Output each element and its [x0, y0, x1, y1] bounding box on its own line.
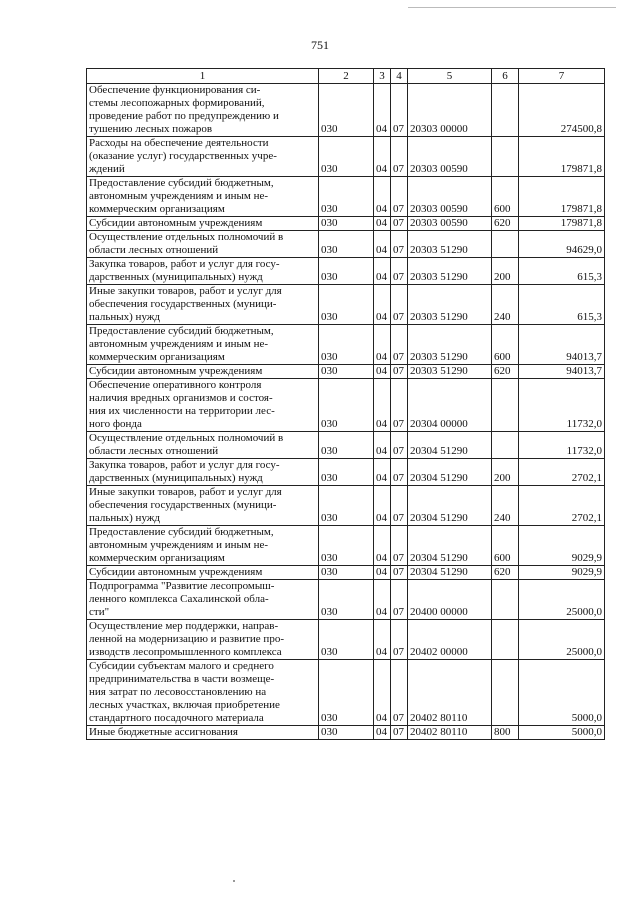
row-name-line: стандартного посадочного материала: [89, 712, 264, 724]
row-name-line: ждений: [89, 163, 125, 175]
cell-ministry-code: 030: [319, 365, 374, 379]
cell-amount: 25000,0: [519, 580, 605, 620]
cell-target-article: 20303 51290: [408, 325, 492, 365]
table-body: [87, 84, 605, 740]
table-row: [87, 580, 605, 620]
cell-section-code: 04: [374, 620, 391, 660]
row-name: [87, 526, 319, 566]
row-name-line: Иные бюджетные ассигнования: [89, 726, 238, 738]
cell-expense-type: [492, 660, 519, 726]
row-name-line: Расходы на обеспечение деятельности: [89, 137, 269, 149]
cell-target-article: 20304 00000: [408, 379, 492, 432]
row-name-line: коммерческим организациям: [89, 203, 225, 215]
row-name-line: пальных) нужд: [89, 311, 161, 323]
row-name-line: автономным учреждениям и иным не-: [89, 539, 269, 551]
row-name-line: коммерческим организациям: [89, 351, 225, 363]
row-name: [87, 620, 319, 660]
cell-amount: 179871,8: [519, 177, 605, 217]
cell-amount: 5000,0: [519, 726, 605, 740]
cell-expense-type: 800: [492, 726, 519, 740]
cell-section-code: 04: [374, 177, 391, 217]
cell-section-code: 04: [374, 258, 391, 285]
row-name-line: ния затрат по лесовосстановлению на: [89, 686, 267, 698]
cell-ministry-code: 030: [319, 258, 374, 285]
cell-section-code: 04: [374, 660, 391, 726]
row-name-line: области лесных отношений: [89, 244, 219, 256]
row-name-line: лесных участках, включая приобретение: [89, 699, 280, 711]
budget-table: [86, 68, 605, 740]
cell-expense-type: 620: [492, 365, 519, 379]
cell-target-article: 20303 51290: [408, 231, 492, 258]
cell-expense-type: [492, 432, 519, 459]
table-row: [87, 217, 605, 231]
cell-target-article: 20303 00590: [408, 217, 492, 231]
cell-amount: 2702,1: [519, 486, 605, 526]
row-name-line: Иные закупки товаров, работ и услуг для: [89, 486, 282, 498]
cell-section-code: 04: [374, 231, 391, 258]
row-name-line: Субсидии субъектам малого и среднего: [89, 660, 274, 672]
cell-expense-type: [492, 620, 519, 660]
row-name-line: Обеспечение оперативного контроля: [89, 379, 262, 391]
row-name-line: Предоставление субсидий бюджетным,: [89, 526, 274, 538]
table-row: [87, 231, 605, 258]
cell-ministry-code: 030: [319, 432, 374, 459]
cell-ministry-code: 030: [319, 726, 374, 740]
row-name-line: коммерческим организациям: [89, 552, 225, 564]
row-name-line: ленной на модернизацию и развитие про-: [89, 633, 284, 645]
row-name-line: Субсидии автономным учреждениям: [89, 365, 263, 377]
row-name: [87, 566, 319, 580]
cell-target-article: 20303 00590: [408, 177, 492, 217]
cell-ministry-code: 030: [319, 177, 374, 217]
row-name-line: автономным учреждениям и иным не-: [89, 338, 269, 350]
row-name: [87, 365, 319, 379]
table-row: [87, 325, 605, 365]
row-name-line: ленного комплекса Сахалинской обла-: [89, 593, 269, 605]
cell-ministry-code: 030: [319, 459, 374, 486]
row-name-line: изводств лесопромышленного комплекса: [89, 646, 282, 658]
cell-expense-type: [492, 84, 519, 137]
cell-section-code: 04: [374, 137, 391, 177]
table-row: [87, 137, 605, 177]
cell-target-article: 20303 00590: [408, 137, 492, 177]
cell-subsection-code: 07: [391, 726, 408, 740]
cell-subsection-code: 07: [391, 177, 408, 217]
row-name-line: ния их численности на территории лес-: [89, 405, 275, 417]
row-name: [87, 432, 319, 459]
cell-target-article: 20304 51290: [408, 526, 492, 566]
row-name: [87, 726, 319, 740]
header-col-2: 2: [319, 69, 374, 84]
row-name-line: Иные закупки товаров, работ и услуг для: [89, 285, 282, 297]
cell-section-code: 04: [374, 566, 391, 580]
row-name: [87, 231, 319, 258]
cell-section-code: 04: [374, 285, 391, 325]
cell-amount: 615,3: [519, 258, 605, 285]
cell-subsection-code: 07: [391, 231, 408, 258]
table-row: [87, 365, 605, 379]
table-row: [87, 486, 605, 526]
cell-section-code: 04: [374, 379, 391, 432]
cell-amount: 615,3: [519, 285, 605, 325]
header-col-5: 5: [408, 69, 492, 84]
cell-ministry-code: 030: [319, 660, 374, 726]
row-name-line: автономным учреждениям и иным не-: [89, 190, 269, 202]
cell-amount: 9029,9: [519, 566, 605, 580]
table-row: [87, 660, 605, 726]
cell-section-code: 04: [374, 486, 391, 526]
cell-amount: 11732,0: [519, 379, 605, 432]
cell-target-article: 20303 51290: [408, 365, 492, 379]
cell-expense-type: [492, 379, 519, 432]
cell-subsection-code: 07: [391, 459, 408, 486]
row-name-line: проведение работ по предупреждению и: [89, 110, 279, 122]
cell-target-article: 20402 00000: [408, 620, 492, 660]
cell-amount: 179871,8: [519, 217, 605, 231]
row-name-line: дарственных (муниципальных) нужд: [89, 472, 263, 484]
cell-target-article: 20304 51290: [408, 459, 492, 486]
row-name-line: пальных) нужд: [89, 512, 161, 524]
row-name-line: стемы лесопожарных формирований,: [89, 97, 265, 109]
cell-expense-type: 200: [492, 258, 519, 285]
row-name: [87, 580, 319, 620]
cell-subsection-code: 07: [391, 526, 408, 566]
row-name: [87, 177, 319, 217]
cell-section-code: 04: [374, 432, 391, 459]
row-name-line: Осуществление отдельных полномочий в: [89, 432, 284, 444]
cell-subsection-code: 07: [391, 258, 408, 285]
table-row: [87, 459, 605, 486]
cell-ministry-code: 030: [319, 84, 374, 137]
cell-expense-type: [492, 580, 519, 620]
cell-expense-type: 600: [492, 526, 519, 566]
cell-ministry-code: 030: [319, 486, 374, 526]
cell-amount: 94629,0: [519, 231, 605, 258]
page-number: 751: [311, 38, 329, 52]
table-row: [87, 84, 605, 137]
header-row: [87, 69, 605, 84]
cell-subsection-code: 07: [391, 217, 408, 231]
cell-target-article: 20303 00000: [408, 84, 492, 137]
cell-ministry-code: 030: [319, 620, 374, 660]
cell-expense-type: 620: [492, 566, 519, 580]
cell-ministry-code: 030: [319, 285, 374, 325]
table-row: [87, 177, 605, 217]
row-name-line: Предоставление субсидий бюджетным,: [89, 325, 274, 337]
cell-section-code: 04: [374, 365, 391, 379]
header-col-4: 4: [391, 69, 408, 84]
row-name: [87, 325, 319, 365]
cell-expense-type: 240: [492, 486, 519, 526]
cell-amount: 179871,8: [519, 137, 605, 177]
row-name-line: Подпрограмма "Развитие лесопромыш-: [89, 580, 275, 592]
cell-ministry-code: 030: [319, 231, 374, 258]
cell-section-code: 04: [374, 325, 391, 365]
row-name-line: Закупка товаров, работ и услуг для госу-: [89, 258, 280, 270]
cell-subsection-code: 07: [391, 137, 408, 177]
cell-ministry-code: 030: [319, 379, 374, 432]
row-name-line: (оказание услуг) государственных учре-: [89, 150, 277, 162]
row-name: [87, 285, 319, 325]
row-name-line: Закупка товаров, работ и услуг для госу-: [89, 459, 280, 471]
row-name-line: наличия вредных организмов и состоя-: [89, 392, 273, 404]
table-row: [87, 432, 605, 459]
cell-amount: 9029,9: [519, 526, 605, 566]
cell-target-article: 20303 51290: [408, 258, 492, 285]
header-col-6: 6: [492, 69, 519, 84]
table-row: [87, 620, 605, 660]
cell-ministry-code: 030: [319, 580, 374, 620]
top-rule: [408, 7, 616, 8]
cell-subsection-code: 07: [391, 432, 408, 459]
cell-subsection-code: 07: [391, 84, 408, 137]
cell-target-article: 20304 51290: [408, 486, 492, 526]
cell-subsection-code: 07: [391, 580, 408, 620]
cell-amount: 94013,7: [519, 365, 605, 379]
cell-expense-type: 200: [492, 459, 519, 486]
row-name: [87, 486, 319, 526]
row-name-line: Субсидии автономным учреждениям: [89, 217, 263, 229]
row-name: [87, 660, 319, 726]
cell-subsection-code: 07: [391, 365, 408, 379]
row-name: [87, 459, 319, 486]
cell-target-article: 20304 51290: [408, 432, 492, 459]
cell-target-article: 20402 80110: [408, 660, 492, 726]
cell-section-code: 04: [374, 580, 391, 620]
cell-ministry-code: 030: [319, 325, 374, 365]
row-name: [87, 217, 319, 231]
cell-section-code: 04: [374, 526, 391, 566]
row-name-line: обеспечения государственных (муници-: [89, 499, 277, 511]
cell-ministry-code: 030: [319, 566, 374, 580]
cell-amount: 2702,1: [519, 459, 605, 486]
cell-expense-type: 240: [492, 285, 519, 325]
row-name: [87, 84, 319, 137]
row-name: [87, 137, 319, 177]
row-name: [87, 379, 319, 432]
row-name-line: Субсидии автономным учреждениям: [89, 566, 263, 578]
cell-target-article: 20304 51290: [408, 566, 492, 580]
cell-target-article: 20303 51290: [408, 285, 492, 325]
table-row: [87, 566, 605, 580]
cell-section-code: 04: [374, 84, 391, 137]
cell-expense-type: [492, 137, 519, 177]
row-name-line: тушению лесных пожаров: [89, 123, 213, 135]
row-name-line: предпринимательства в части возмеще-: [89, 673, 275, 685]
cell-section-code: 04: [374, 726, 391, 740]
header-col-7: 7: [519, 69, 605, 84]
table-row: [87, 379, 605, 432]
cell-amount: 25000,0: [519, 620, 605, 660]
row-name-line: дарственных (муниципальных) нужд: [89, 271, 263, 283]
row-name-line: обеспечения государственных (муници-: [89, 298, 277, 310]
cell-target-article: 20402 80110: [408, 726, 492, 740]
row-name-line: области лесных отношений: [89, 445, 219, 457]
cell-target-article: 20400 00000: [408, 580, 492, 620]
row-name-line: Осуществление отдельных полномочий в: [89, 231, 284, 243]
cell-subsection-code: 07: [391, 660, 408, 726]
cell-ministry-code: 030: [319, 526, 374, 566]
cell-expense-type: 620: [492, 217, 519, 231]
cell-section-code: 04: [374, 217, 391, 231]
cell-subsection-code: 07: [391, 325, 408, 365]
table-row: [87, 726, 605, 740]
header-col-3: 3: [374, 69, 391, 84]
cell-amount: 274500,8: [519, 84, 605, 137]
cell-subsection-code: 07: [391, 620, 408, 660]
row-name-line: ного фонда: [89, 418, 142, 430]
cell-subsection-code: 07: [391, 285, 408, 325]
row-name: [87, 258, 319, 285]
cell-amount: 11732,0: [519, 432, 605, 459]
row-name-line: Осуществление мер поддержки, направ-: [89, 620, 279, 632]
cell-expense-type: 600: [492, 325, 519, 365]
cell-subsection-code: 07: [391, 379, 408, 432]
cell-ministry-code: 030: [319, 217, 374, 231]
header-col-1: 1: [87, 69, 319, 84]
cell-subsection-code: 07: [391, 486, 408, 526]
scan-speck: [233, 880, 235, 882]
row-name-line: сти": [89, 606, 110, 618]
cell-section-code: 04: [374, 459, 391, 486]
cell-expense-type: 600: [492, 177, 519, 217]
table-row: [87, 258, 605, 285]
cell-amount: 5000,0: [519, 660, 605, 726]
cell-ministry-code: 030: [319, 137, 374, 177]
row-name-line: Предоставление субсидий бюджетным,: [89, 177, 274, 189]
cell-amount: 94013,7: [519, 325, 605, 365]
row-name-line: Обеспечение функционирования си-: [89, 84, 261, 96]
table-row: [87, 526, 605, 566]
cell-expense-type: [492, 231, 519, 258]
table-row: [87, 285, 605, 325]
cell-subsection-code: 07: [391, 566, 408, 580]
